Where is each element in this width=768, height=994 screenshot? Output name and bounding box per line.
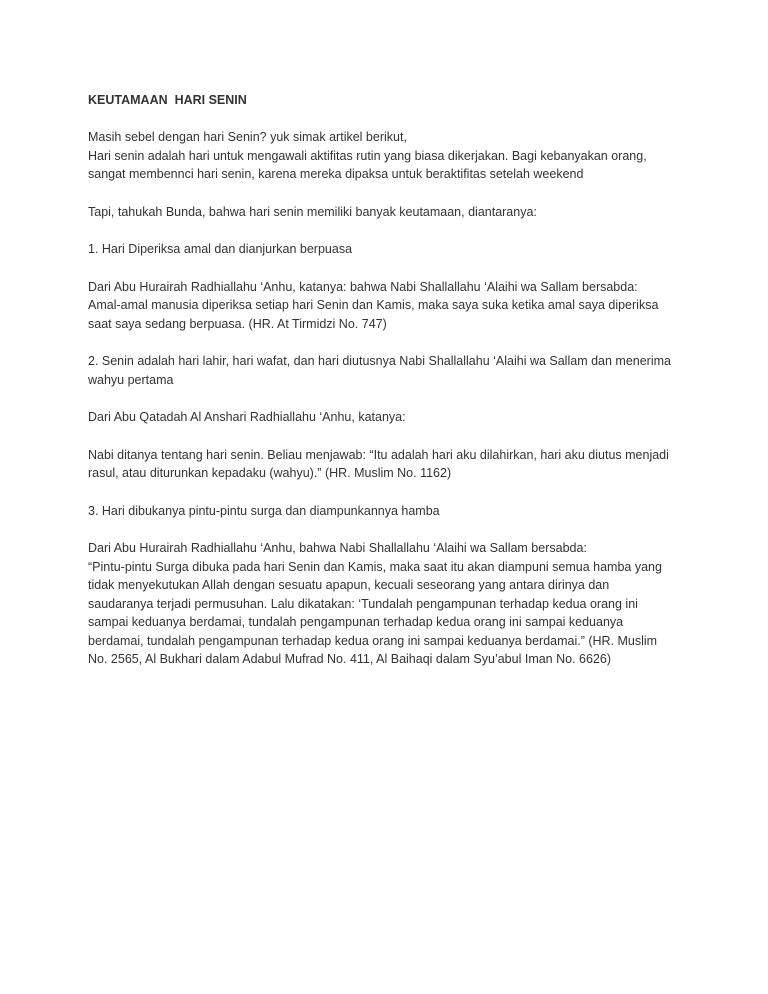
paragraph (88, 352, 688, 389)
text-line: 2. Senin adalah hari lahir, hari wafat, dan hari diutusnya Nabi Shallallahu ‘Alaihi wa Sallam dan menerima (88, 354, 671, 368)
document-body (88, 128, 688, 669)
text-line: wahyu pertama (88, 372, 174, 387)
text-line: “Pintu-pintu Surga dibuka pada hari Senin dan Kamis, maka saat itu akan diampuni semua hamba yang (88, 559, 662, 574)
text-line: rasul, atau diturunkan kepadaku (wahyu).” (HR. Muslim No. 1162) (88, 466, 452, 480)
text-line: 1. Hari Diperiksa amal dan dianjurkan berpuasa (88, 242, 353, 256)
paragraph (88, 278, 688, 334)
document-title: KEUTAMAAN HARI SENIN (88, 93, 247, 107)
paragraph (88, 203, 688, 222)
text-line: Hari senin adalah hari untuk mengawali aktifitas rutin yang biasa dikerjakan. Bagi kebanyakan orang, (88, 148, 647, 163)
text-line: berdamai, tundalah pengampunan terhadap kedua orang ini sampai keduanya berdamai.” (HR. Muslim (88, 633, 658, 648)
paragraph (88, 128, 688, 184)
text-line: saat saya sedang berpuasa. (HR. At Tirmidzi No. 747) (88, 316, 387, 331)
paragraph (88, 446, 688, 483)
document-page (88, 91, 688, 688)
text-line: Dari Abu Hurairah Radhiallahu ‘Anhu, bahwa Nabi Shallallahu ‘Alaihi wa Sallam bersabda: (88, 541, 587, 555)
text-line: 3. Hari dibukanya pintu-pintu surga dan diampunkannya hamba (88, 503, 440, 518)
text-line: sangat membennci hari senin, karena mereka dipaksa untuk beraktifitas setelah weekend (88, 167, 584, 181)
text-line: saudaranya terjadi permusuhan. Lalu dikatakan: ‘Tundalah pengampunan terhadap kedua orang ini (88, 596, 638, 611)
paragraph (88, 539, 688, 669)
paragraph (88, 502, 688, 521)
text-line: Nabi ditanya tentang hari senin. Beliau menjawab: “Itu adalah hari aku dilahirkan, hari aku diutus menjadi (88, 447, 669, 462)
paragraph (88, 408, 688, 427)
text-line: Dari Abu Qatadah Al Anshari Radhiallahu ‘Anhu, katanya: (88, 410, 406, 424)
text-line: sampai keduanya berdamai, tundalah pengampunan terhadap kedua orang ini sampai keduanya (88, 615, 624, 629)
text-line: No. 2565, Al Bukhari dalam Adabul Mufrad No. 411, Al Baihaqi dalam Syu’abul Iman No. 6626) (88, 652, 611, 666)
text-line: Dari Abu Hurairah Radhiallahu ‘Anhu, katanya: bahwa Nabi Shallallahu ‘Alaihi wa Sallam bersabda: (88, 279, 638, 294)
text-line: Tapi, tahukah Bunda, bahwa hari senin memiliki banyak keutamaan, diantaranya: (88, 204, 537, 219)
paragraph (88, 240, 688, 259)
text-line: tidak menyekutukan Allah dengan sesuatu apapun, kecuali seseorang yang antara dirinya dan (88, 578, 610, 592)
text-line: Masih sebel dengan hari Senin? yuk simak artikel berikut, (88, 130, 407, 144)
text-line: Amal-amal manusia diperiksa setiap hari Senin dan Kamis, maka saya suka ketika amal saya diperiksa (88, 298, 659, 312)
